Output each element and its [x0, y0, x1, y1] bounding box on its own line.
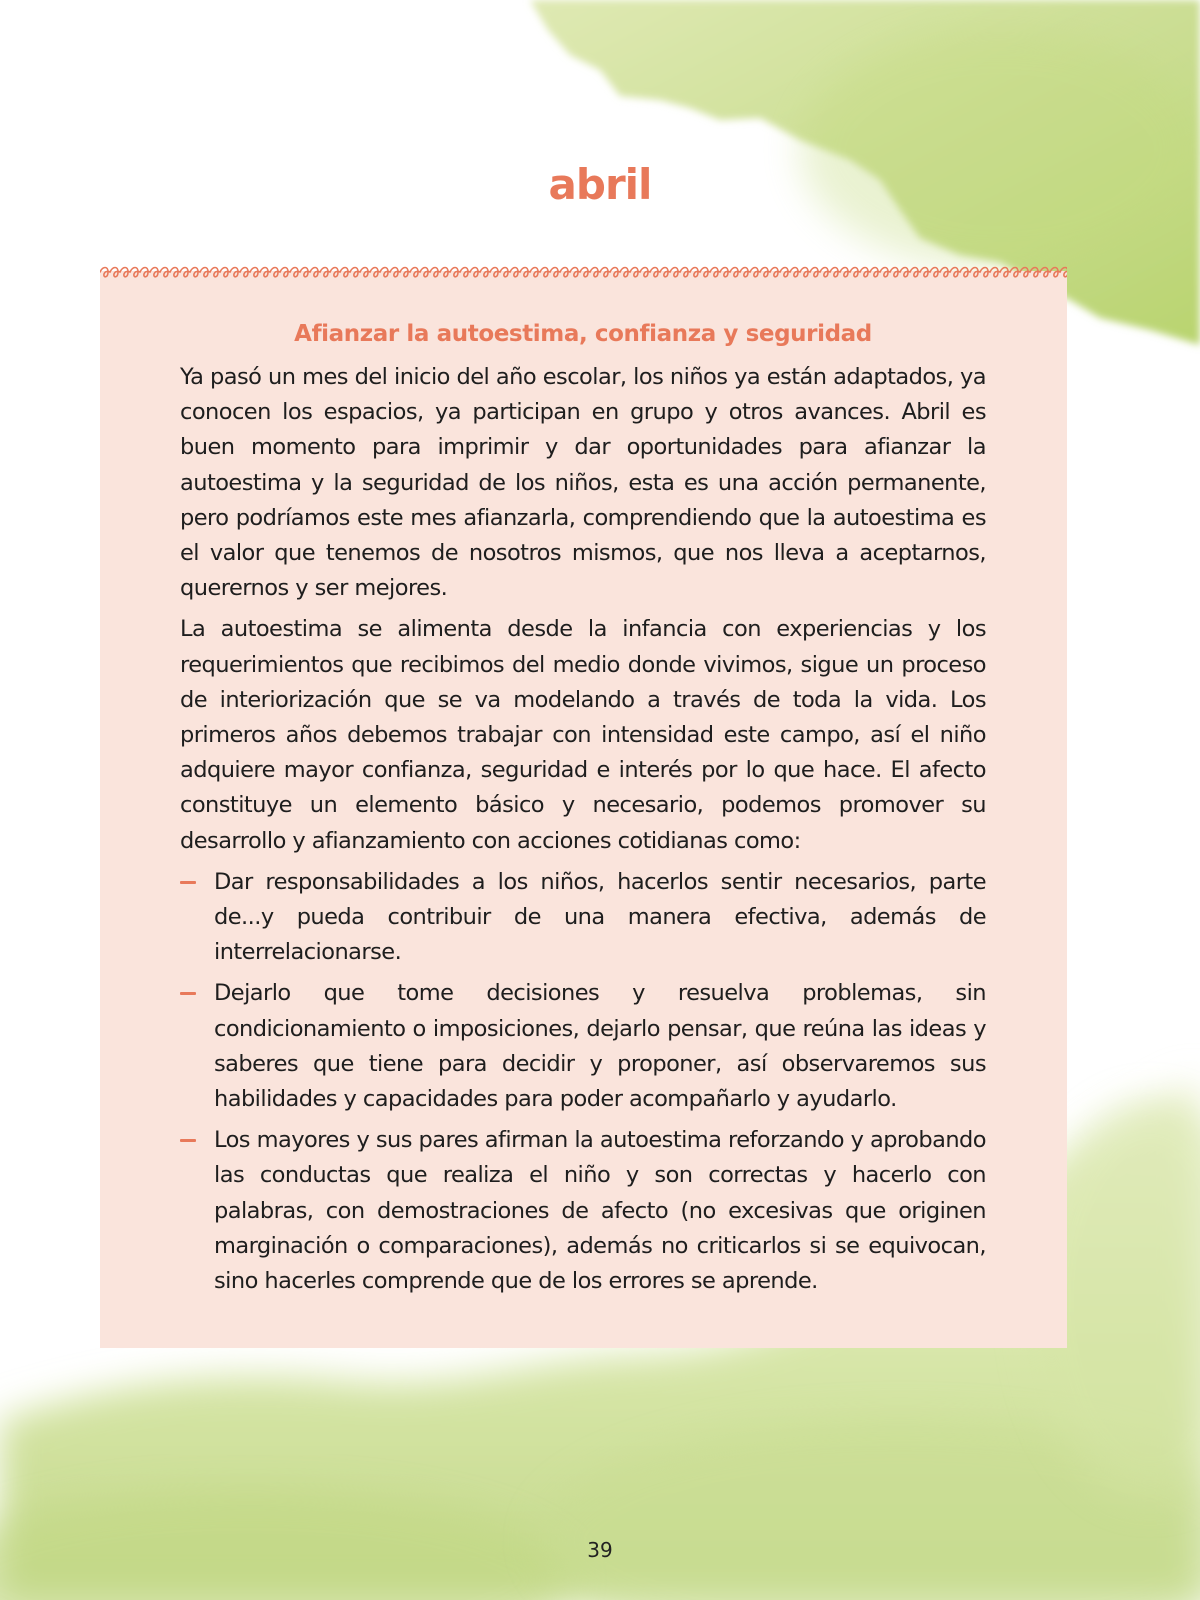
- paragraph-intro: Ya pasó un mes del inicio del año escolar, los niños ya están adaptados, ya conocen los espacios, ya participan en grupo y otros avances. Abril es buen momento para imprimir y dar oportunidades para afianzar la autoestima y la seguridad de los niños, esta es una acción permanente, pero podríamos este mes afianzarla, comprendiendo que la autoestima es el valor que tenemos de nosotros mismos, que nos lleva a aceptarnos, querernos y ser mejores.: [180, 364, 986, 602]
- content-area: [180, 312, 986, 1305]
- dash-icon: [180, 992, 196, 995]
- bullet-list: [180, 865, 986, 1299]
- list-item: [180, 976, 986, 1117]
- list-item-text: Dar responsabilidades a los niños, hacerlos sentir necesarios, parte de...y pueda contribuir de una manera efectiva, además de interrelacionarse.: [214, 868, 986, 966]
- section-heading: Afianzar la autoestima, confianza y seguridad: [294, 321, 872, 347]
- page-number: 39: [587, 1538, 613, 1562]
- list-item-text: Dejarlo que tome decisiones y resuelva problemas, sin condicionamiento o imposiciones, dejarlo pensar, que reúna las ideas y saberes que tiene para decidir y proponer, así observaremos sus habilidades y capacidades para poder acompañarlo y ayudarlo.: [214, 980, 986, 1113]
- dash-icon: [180, 1139, 196, 1142]
- dash-icon: [180, 881, 196, 884]
- list-item: [180, 865, 986, 971]
- paragraph-autoestima: La autoestima se alimenta desde la infancia con experiencias y los requerimientos que recibimos del medio donde vivimos, sigue un proceso de interiorización que se va modelando a través de toda la vida. Los primeros años debemos trabajar con intensidad este campo, así el niño adquiere mayor confianza, seguridad e interés por lo que hace. El afecto constituye un elemento básico y necesario, podemos promover su desarrollo y afianzamiento con acciones cotidianas como:: [180, 616, 986, 854]
- list-item-text: Los mayores y sus pares afirman la autoestima reforzando y aprobando las conductas que realiza el niño y son correctas y hacerlo con palabras, con demostraciones de afecto (no excesivas que originen marginación o comparaciones), además no criticarlos si se equivocan, sino hacerles comprende que de los errores se aprende.: [214, 1127, 986, 1295]
- scalloped-border: [100, 266, 1067, 282]
- list-item: [180, 1123, 986, 1299]
- month-title: abril: [548, 160, 652, 209]
